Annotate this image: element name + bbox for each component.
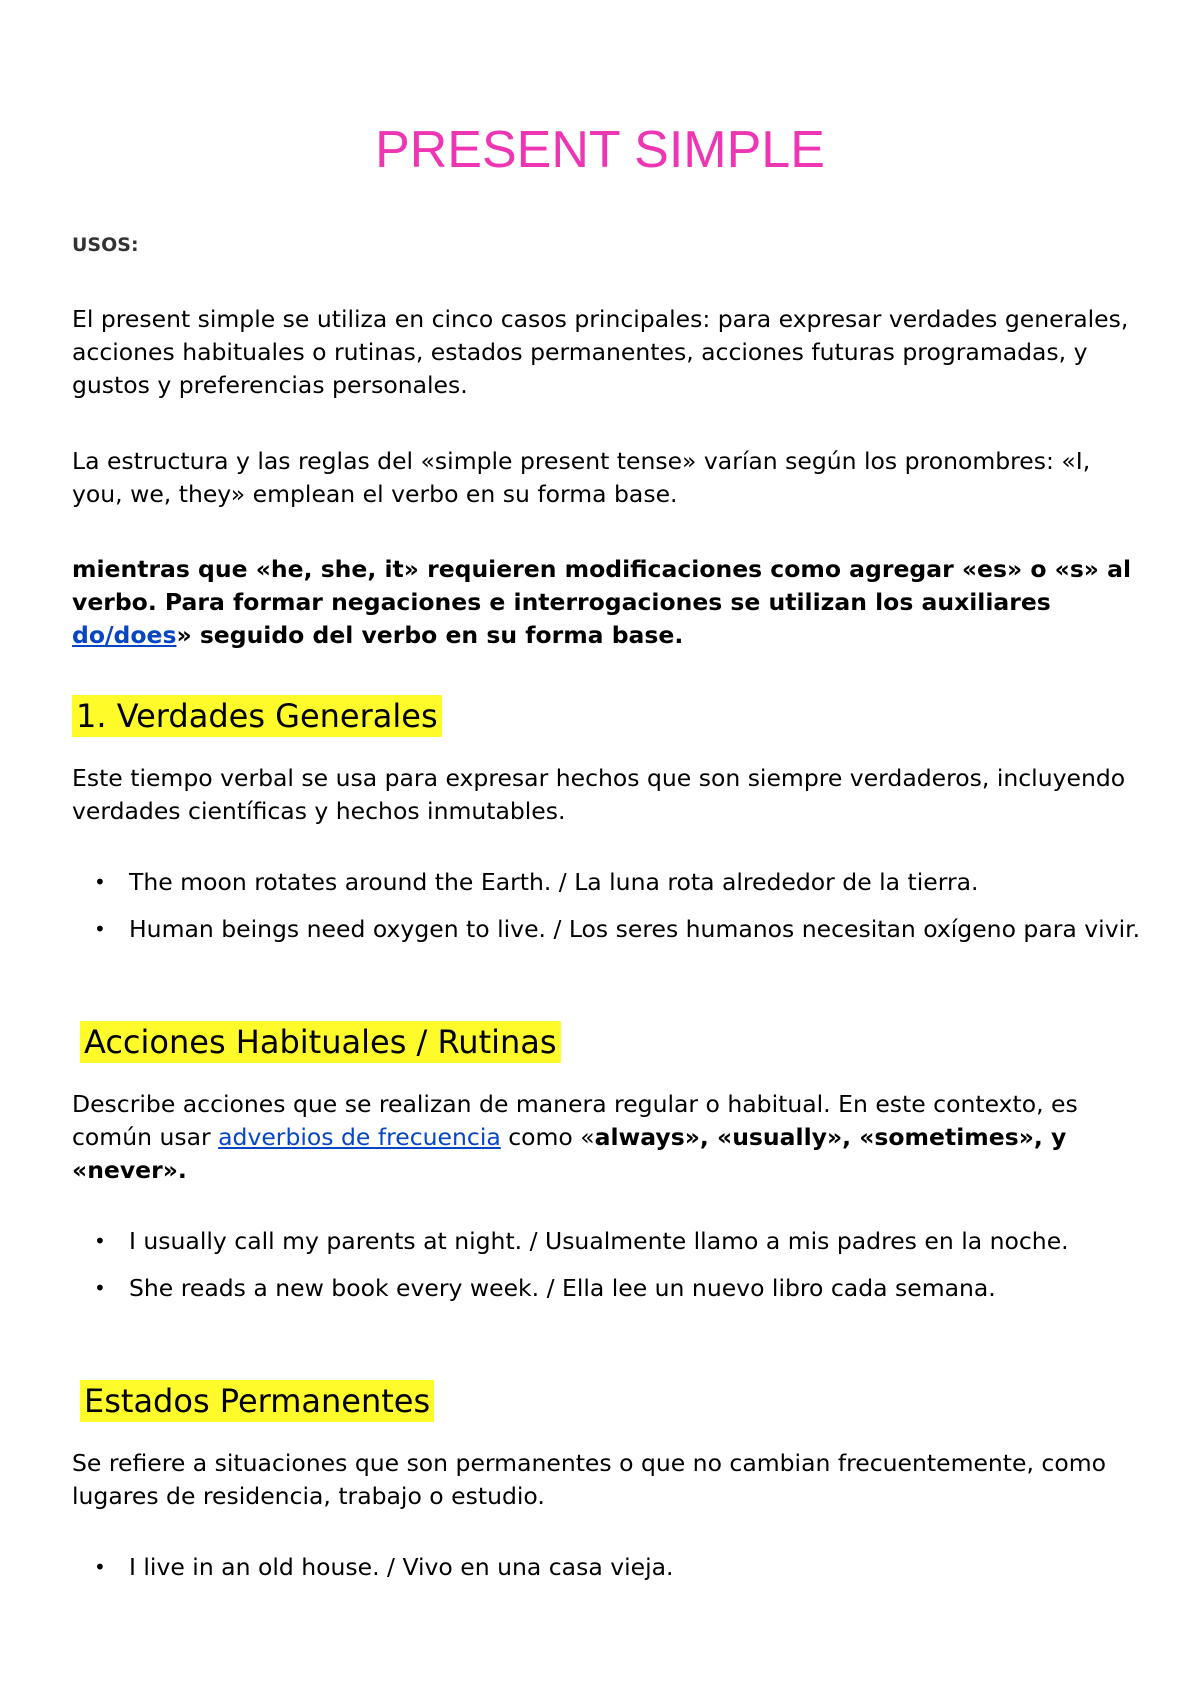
- bullet-icon: •: [94, 870, 106, 894]
- list-item: [72, 913, 1142, 946]
- structure-paragraph: La estructura y las reglas del «simple present tense» varían según los pronombres: «I, you, we, they» emplean el verbo en su forma base.: [72, 447, 1091, 508]
- example-text: I usually call my parents at night. / Usualmente llamo a mis padres en la noche.: [129, 1227, 1069, 1255]
- bullet-icon: •: [94, 917, 106, 941]
- bullet-icon: •: [94, 1555, 106, 1579]
- example-text: The moon rotates around the Earth. / La luna rota alrededor de la tierra.: [129, 868, 979, 896]
- list-item: [72, 1225, 1142, 1258]
- example-text: She reads a new book every week. / Ella lee un nuevo libro cada semana.: [129, 1274, 996, 1302]
- bullet-icon: •: [94, 1276, 106, 1300]
- rule-text-end: » seguido del verbo en su forma base.: [176, 621, 684, 649]
- keyword-separator: », y «: [72, 1123, 1067, 1184]
- bullet-icon: •: [94, 1229, 106, 1253]
- description-text: Describe acciones que se realizan de manera regular o habitual. En este contexto, es común usar: [72, 1090, 1078, 1151]
- keyword-usually: usually: [732, 1123, 827, 1151]
- example-text: I live in an old house. / Vivo en una casa vieja.: [129, 1553, 674, 1581]
- keyword-separator: », «: [684, 1123, 733, 1151]
- keyword-sometimes: sometimes: [874, 1123, 1019, 1151]
- intro-paragraph: El present simple se utiliza en cinco casos principales: para expresar verdades generales, acciones habituales o rutinas, estados permanentes, acciones futuras programadas, y gustos y preferencias personales.: [72, 305, 1129, 399]
- keyword-never: never: [87, 1156, 163, 1184]
- description-text: como «: [500, 1123, 595, 1151]
- example-text: Human beings need oxygen to live. / Los seres humanos necesitan oxígeno para vivir.: [129, 915, 1141, 943]
- section-heading-estados-permanentes: [80, 1381, 1150, 1421]
- section-description-estados: Se refiere a situaciones que son permanentes o que no cambian frecuentemente, como lugares de residencia, trabajo o estudio.: [72, 1449, 1106, 1510]
- examples-list-verdades: [72, 866, 1142, 960]
- rule-paragraph: [72, 553, 1142, 652]
- page-title: PRESENT SIMPLE: [375, 121, 825, 179]
- section-heading-verdades-generales: [72, 696, 1142, 736]
- keyword-separator: », «: [826, 1123, 875, 1151]
- keyword-end: ».: [162, 1156, 187, 1184]
- list-item: [72, 1272, 1142, 1305]
- examples-list-estados: [72, 1551, 1142, 1598]
- list-item: [72, 866, 1142, 899]
- do-does-link[interactable]: do/does: [72, 621, 177, 649]
- examples-list-acciones: [72, 1225, 1142, 1319]
- heading-highlight: 1. Verdades Generales: [72, 695, 442, 737]
- keyword-always: always: [594, 1123, 685, 1151]
- list-item: [72, 1551, 1142, 1584]
- heading-highlight: Estados Permanentes: [80, 1380, 434, 1422]
- section-heading-acciones-habituales: [80, 1022, 1150, 1062]
- usos-label: USOS:: [72, 234, 139, 256]
- section-description-verdades: Este tiempo verbal se usa para expresar hechos que son siempre verdaderos, incluyendo verdades científicas y hechos inmutables.: [72, 764, 1126, 825]
- heading-highlight: Acciones Habituales / Rutinas: [80, 1021, 561, 1063]
- rule-text-start: mientras que «he, she, it» requieren modificaciones como agregar «es» o «s» al verbo. Para formar negaciones e interrogaciones se utilizan los auxiliares: [72, 555, 1132, 616]
- adverbios-de-frecuencia-link[interactable]: adverbios de frecuencia: [218, 1123, 501, 1151]
- section-description-acciones: [72, 1088, 1142, 1187]
